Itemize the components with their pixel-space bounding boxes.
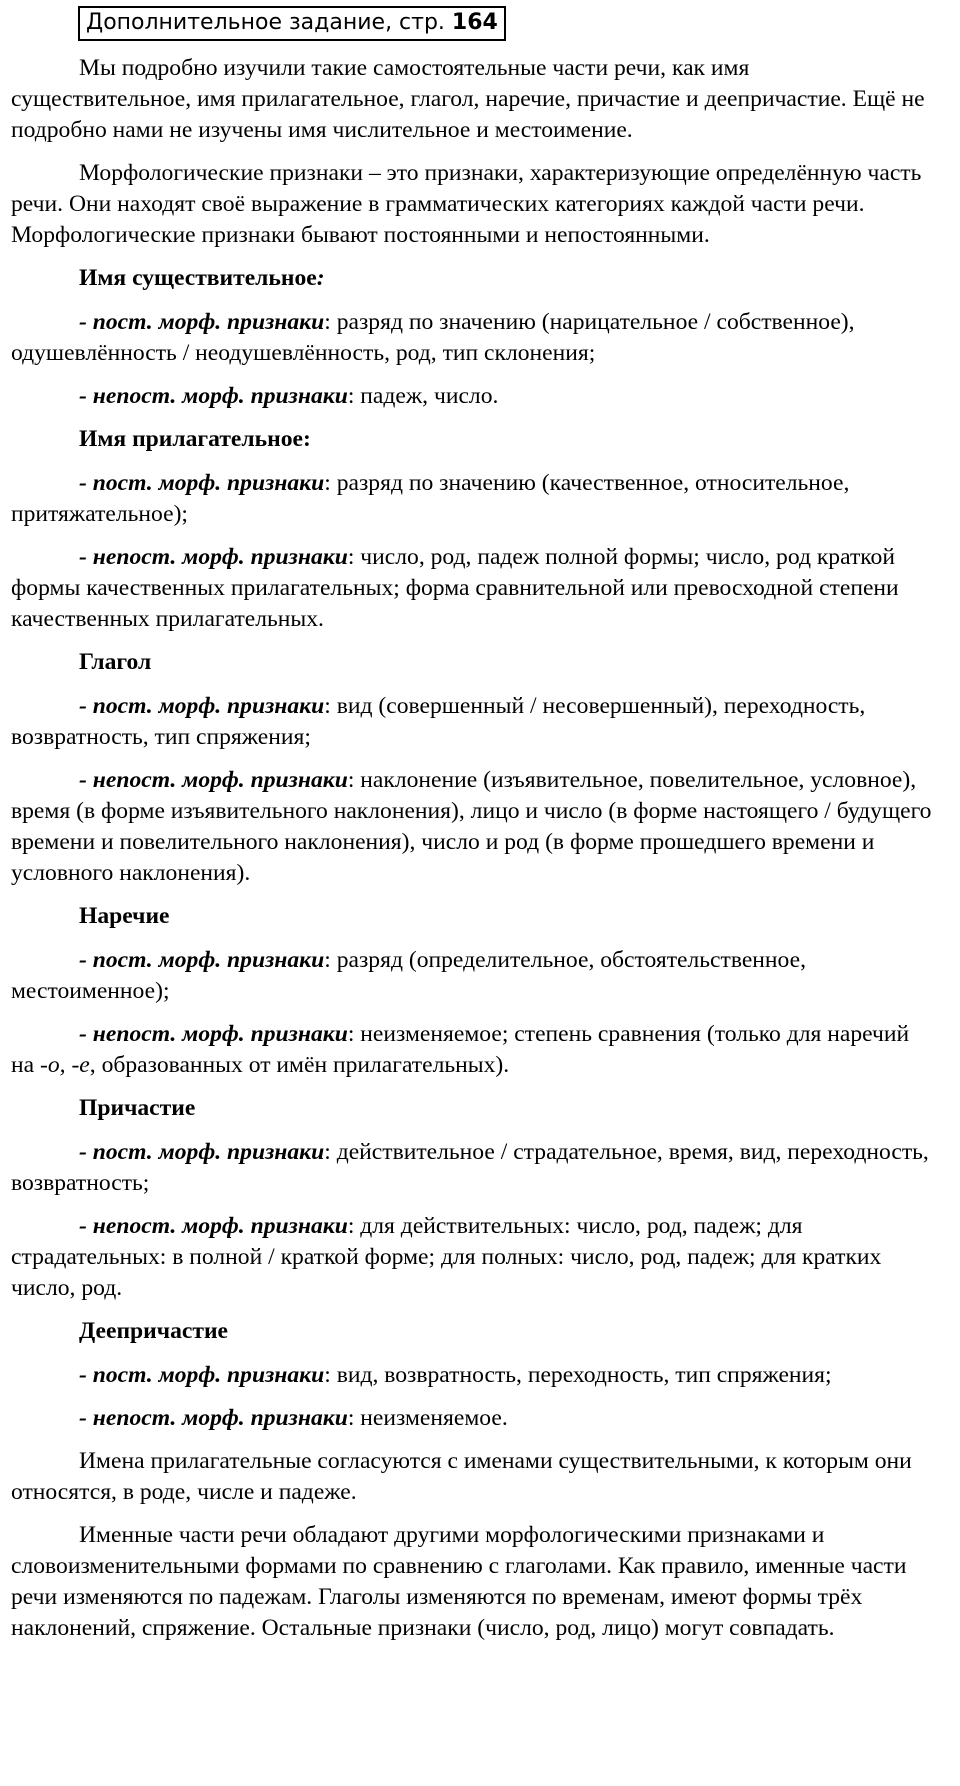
intro-paragraph: Мы подробно изучили такие самостоятельные части речи, как имя существительное, имя прилагательное, глагол, наречие, причастие и деепричастие. Ещё не подробно нами не изучены имя числительное и местоимение. (11, 55, 925, 143)
constant-features-text: : разряд по значению (нарицательное / собственное), одушевлённость / неодушевлённость, род, тип склонения; (11, 309, 855, 366)
section-heading: Глагол (79, 649, 152, 675)
header-label: Дополнительное задание, стр. (86, 10, 452, 35)
constant-features (11, 945, 933, 1007)
section-title-suffix: : (316, 265, 325, 291)
section-title: Имя существительное (79, 265, 317, 291)
document-page (11, 6, 933, 1656)
variable-features (11, 381, 933, 412)
constant-features-label: - пост. морф. признаки (79, 309, 325, 335)
variable-features-text: : падеж, число. (347, 383, 499, 409)
outro-paragraph: Именные части речи обладают другими морфологическими признаками и словоизменительными формами по сравнению с глаголами. Как правило, именные части речи изменяются по падежам. Глаголы изменяются по временам, имеют формы трёх наклонений, спряжение. Остальные признаки (число, род, лицо) могут совпадать. (11, 1522, 907, 1641)
variable-features-label: - непост. морф. признаки (79, 767, 348, 793)
constant-features-text: : действительное / страдательное, время, вид, переходность, возвратность; (11, 1139, 929, 1196)
variable-features-label: - непост. морф. признаки (79, 1405, 348, 1431)
constant-features-label: - пост. морф. признаки (79, 470, 325, 496)
constant-features-label: - пост. морф. признаки (79, 947, 325, 973)
constant-features-label: - пост. морф. признаки (79, 1362, 325, 1388)
constant-features-label: - пост. морф. признаки (79, 693, 325, 719)
header-page-number: 164 (451, 10, 498, 35)
variable-features (11, 542, 933, 635)
variable-features-text: : для действительных: число, род, падеж; для страдательных: в полной / краткой форме; для полных: число, род, падеж; для кратких число, род. (11, 1213, 882, 1301)
section-heading: Деепричастие (79, 1318, 229, 1344)
assignment-header (78, 6, 506, 41)
section-heading (11, 263, 933, 294)
variable-features-text-end: , образованных от имён прилагательных). (89, 1052, 510, 1078)
constant-features (11, 468, 933, 530)
variable-features (11, 1403, 933, 1434)
variable-features-text: : неизменяемое. (347, 1405, 508, 1431)
constant-features-text: : разряд по значению (качественное, относительное, притяжательное); (11, 470, 850, 527)
constant-features-label: - пост. морф. признаки (79, 1139, 325, 1165)
adverb-suffixes: -о, -е (40, 1052, 90, 1078)
constant-features (11, 1360, 933, 1391)
constant-features (11, 1137, 933, 1199)
variable-features-label: - непост. морф. признаки (79, 1021, 348, 1047)
constant-features (11, 307, 933, 369)
variable-features (11, 765, 933, 889)
variable-features-text: : число, род, падеж полной формы; число, род краткой формы качественных прилагательных; форма сравнительной или превосходной степени качественных прилагательных. (11, 544, 899, 632)
variable-features-label: - непост. морф. признаки (79, 544, 348, 570)
intro-paragraph: Морфологические признаки – это признаки, характеризующие определённую часть речи. Они находят своё выражение в грамматических категориях каждой части речи. Морфологические признаки бывают постоянными и непостоянными. (11, 160, 922, 248)
variable-features-label: - непост. морф. признаки (79, 1213, 348, 1239)
variable-features (11, 1019, 933, 1081)
outro-paragraph: Имена прилагательные согласуются с именами существительными, к которым они относятся, в роде, числе и падеже. (11, 1448, 912, 1505)
variable-features (11, 1211, 933, 1304)
constant-features-text: : вид, возвратность, переходность, тип спряжения; (324, 1362, 832, 1388)
constant-features-text: : вид (совершенный / несовершенный), переходность, возвратность, тип спряжения; (11, 693, 866, 750)
variable-features-label: - непост. морф. признаки (79, 383, 348, 409)
section-heading: Наречие (79, 903, 170, 929)
section-heading: Причастие (79, 1095, 196, 1121)
section-heading: Имя прилагательное: (79, 426, 311, 452)
variable-features-text: : неизменяемое; степень сравнения (только для наречий на (11, 1021, 910, 1078)
constant-features (11, 691, 933, 753)
variable-features-text: : наклонение (изъявительное, повелительное, условное), время (в форме изъявительного наклонения), лицо и число (в форме настоящего / будущего времени и повелительного наклонения), число и род (в форме прошедшего времени и условного наклонения). (11, 767, 932, 886)
constant-features-text: : разряд (определительное, обстоятельственное, местоименное); (11, 947, 807, 1004)
